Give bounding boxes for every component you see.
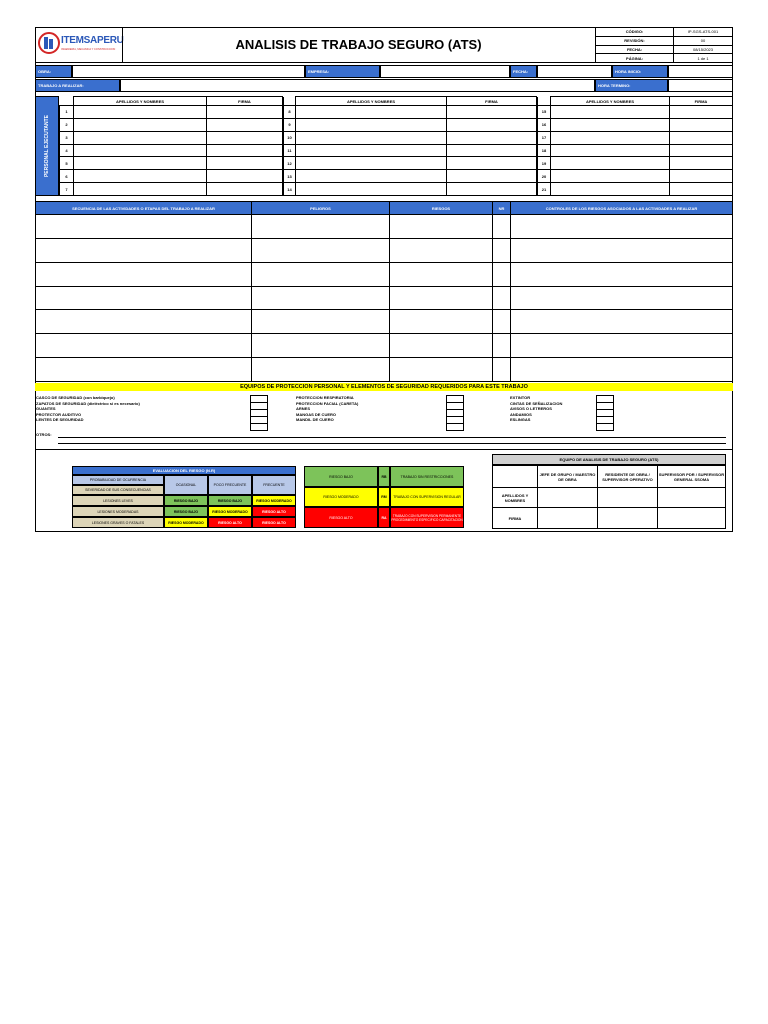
- risk-cell[interactable]: [390, 334, 493, 358]
- personnel-name-cell[interactable]: [551, 106, 670, 119]
- epp-checkbox[interactable]: [250, 410, 268, 417]
- header-bottom-line: [35, 62, 733, 63]
- personnel-name-cell[interactable]: [74, 118, 207, 131]
- personnel-number: 10: [284, 131, 296, 144]
- activity-cell[interactable]: [36, 358, 252, 382]
- personnel-number: 15: [538, 106, 551, 119]
- team-sign-label: FIRMA: [493, 508, 538, 529]
- prob-col-occasional: OCASIONAL: [164, 475, 208, 495]
- document-info-table: [595, 27, 733, 63]
- personnel-sign-cell[interactable]: [447, 106, 537, 119]
- personnel-number: 8: [284, 106, 296, 119]
- epp-checkbox[interactable]: [596, 417, 614, 424]
- hora-inicio-label: HORA INICIO:: [612, 65, 668, 78]
- personnel-side-label: PERSONAL EJECUTANTE: [35, 96, 59, 196]
- hazard-cell[interactable]: [252, 334, 390, 358]
- risk-cell-moderate: RIESGO MODERADO: [164, 517, 208, 528]
- epp-checkboxes-1: [250, 395, 268, 431]
- epp-item: ANDAMIOS: [510, 411, 532, 417]
- personnel-sign-cell[interactable]: [447, 131, 537, 144]
- personnel-number: 11: [284, 144, 296, 157]
- personnel-names-header: APELLIDOS Y NOMBRES: [296, 97, 447, 106]
- page-title: ANALISIS DE TRABAJO SEGURO (ATS): [235, 37, 482, 52]
- logo-emblem-icon: [38, 32, 60, 54]
- hora-inicio-input[interactable]: [668, 65, 733, 78]
- doc-code-value: IP-SGS-ATS-001: [674, 28, 733, 37]
- personnel-sign-cell[interactable]: [670, 118, 733, 131]
- nr-cell[interactable]: [493, 262, 511, 286]
- risk-cell[interactable]: [390, 358, 493, 382]
- epp-checkbox[interactable]: [596, 424, 614, 431]
- nr-cell[interactable]: [493, 238, 511, 262]
- personnel-name-cell[interactable]: [551, 144, 670, 157]
- nr-cell[interactable]: [493, 286, 511, 310]
- hazard-cell[interactable]: [252, 238, 390, 262]
- risk-cell[interactable]: [390, 286, 493, 310]
- risk-cell[interactable]: [390, 238, 493, 262]
- hazard-cell[interactable]: [252, 358, 390, 382]
- legend-moderate-name: RIESGO MODERADO: [304, 487, 378, 507]
- personnel-sign-cell[interactable]: [447, 144, 537, 157]
- team-name-cell[interactable]: [538, 488, 598, 508]
- personnel-name-cell[interactable]: [74, 170, 207, 183]
- epp-checkbox[interactable]: [446, 403, 464, 410]
- epp-item: AVISOS O LETREROS: [510, 406, 552, 411]
- team-name-cell[interactable]: [658, 488, 726, 508]
- personnel-name-cell[interactable]: [74, 157, 207, 170]
- doc-revision-label: REVISIÓN:: [596, 36, 674, 45]
- team-name-cell[interactable]: [598, 488, 658, 508]
- personnel-sign-cell[interactable]: [447, 170, 537, 183]
- activity-cell[interactable]: [36, 238, 252, 262]
- activity-cell[interactable]: [36, 310, 252, 334]
- team-role-resident: RESIDENTE DE OBRA / SUPERVISOR OPERATIVO: [598, 466, 658, 488]
- personnel-name-cell[interactable]: [551, 118, 670, 131]
- risk-cell-moderate: RIESGO MODERADO: [208, 506, 252, 517]
- doc-code-label: CÓDIGO:: [596, 28, 674, 37]
- personnel-number: 16: [538, 118, 551, 131]
- personnel-sign-cell[interactable]: [447, 157, 537, 170]
- hora-termino-input[interactable]: [668, 79, 733, 92]
- personnel-sign-cell[interactable]: [207, 157, 283, 170]
- obra-input[interactable]: [72, 65, 305, 78]
- team-sign-cell[interactable]: [538, 508, 598, 529]
- personnel-name-cell[interactable]: [296, 183, 447, 196]
- risk-cell-high: RIESGO ALTO: [252, 506, 296, 517]
- epp-checkbox[interactable]: [446, 424, 464, 431]
- personnel-number: 12: [284, 157, 296, 170]
- section-divider: [35, 449, 733, 450]
- personnel-number: 19: [538, 157, 551, 170]
- personnel-sign-cell[interactable]: [447, 183, 537, 196]
- epp-item: PROTECCION RESPIRATORIA: [296, 395, 354, 400]
- epp-item: PROTECTOR AUDITIVO: [36, 411, 82, 417]
- personnel-number: 20: [538, 170, 551, 183]
- personnel-sign-cell[interactable]: [670, 170, 733, 183]
- personnel-sign-cell[interactable]: [207, 183, 283, 196]
- team-names-label: APELLIDOS Y NOMBRES: [493, 488, 538, 508]
- legend-high-name: RIESGO ALTO: [304, 507, 378, 528]
- epp-item: ESLINGAS: [510, 417, 531, 422]
- personnel-names-header: APELLIDOS Y NOMBRES: [74, 97, 207, 106]
- risk-cell-high: RIESGO ALTO: [208, 517, 252, 528]
- doc-page-label: PÁGINA:: [596, 54, 674, 63]
- fecha-input[interactable]: [537, 65, 612, 78]
- control-cell[interactable]: [511, 358, 733, 382]
- prob-col-rare: POCO FRECUENTE: [208, 475, 252, 495]
- activity-cell[interactable]: [36, 334, 252, 358]
- personnel-sign-cell[interactable]: [207, 170, 283, 183]
- logo-brand-text: ITEMSAPERU: [61, 35, 124, 46]
- personnel-names-header: APELLIDOS Y NOMBRES: [551, 97, 670, 106]
- epp-checkbox[interactable]: [250, 417, 268, 424]
- epp-list-1: [36, 395, 256, 423]
- severity-row-label: LESIONES GRAVES O FATALES: [72, 517, 164, 528]
- hazard-cell[interactable]: [252, 286, 390, 310]
- activity-cell[interactable]: [36, 286, 252, 310]
- personnel-number: 14: [284, 183, 296, 196]
- personnel-name-cell[interactable]: [551, 170, 670, 183]
- personnel-sign-cell[interactable]: [670, 157, 733, 170]
- epp-item: CINTAS DE SEÑALIZACION: [510, 400, 563, 406]
- personnel-sign-cell[interactable]: [670, 131, 733, 144]
- activities-sequence-header: SECUENCIA DE LAS ACTIVIDADES O ETAPAS DEL TRABAJO A REALIZAR: [36, 202, 252, 215]
- epp-checkbox[interactable]: [250, 403, 268, 410]
- personnel-sign-cell[interactable]: [207, 131, 283, 144]
- nr-cell[interactable]: [493, 310, 511, 334]
- personnel-sign-cell[interactable]: [447, 118, 537, 131]
- epp-checkboxes-3: [596, 395, 614, 431]
- personnel-name-cell[interactable]: [296, 157, 447, 170]
- epp-checkboxes-2: [446, 395, 464, 431]
- risk-cell[interactable]: [390, 215, 493, 239]
- personnel-sign-cell[interactable]: [670, 106, 733, 119]
- epp-checkbox[interactable]: [250, 395, 268, 403]
- control-cell[interactable]: [511, 310, 733, 334]
- personnel-name-cell[interactable]: [296, 131, 447, 144]
- trabajo-label: TRABAJO A REALIZAR:: [35, 79, 120, 92]
- personnel-number: 6: [60, 170, 74, 183]
- team-sign-cell[interactable]: [598, 508, 658, 529]
- personnel-sign-cell[interactable]: [207, 144, 283, 157]
- activities-controls-header: CONTROLES DE LOS RIESGOS ASOCIADOS A LAS ACTIVIDADES A REALIZAR: [511, 202, 733, 215]
- risk-cell-low: RIESGO BAJO: [208, 495, 252, 506]
- hazard-cell[interactable]: [252, 215, 390, 239]
- personnel-number: 17: [538, 131, 551, 144]
- control-cell[interactable]: [511, 262, 733, 286]
- personnel-name-cell[interactable]: [296, 106, 447, 119]
- team-title: EQUIPO DE ANALISIS DE TRABAJO SEGURO (ATS): [492, 454, 726, 465]
- epp-item: EXTINTOR: [510, 395, 531, 400]
- personnel-name-cell[interactable]: [74, 131, 207, 144]
- legend-low-name: RIESGO BAJO: [304, 466, 378, 487]
- personnel-number: 1: [60, 106, 74, 119]
- risk-cell[interactable]: [390, 310, 493, 334]
- activities-nr-header: NR: [493, 202, 511, 215]
- epp-checkbox[interactable]: [596, 410, 614, 417]
- epp-title-bar: EQUIPOS DE PROTECCION PERSONAL Y ELEMENTOS DE SEGURIDAD REQUERIDOS PARA ESTE TRABAJO: [35, 383, 733, 391]
- company-logo: [38, 31, 122, 57]
- nr-cell[interactable]: [493, 215, 511, 239]
- activities-risks-header: RIESGOS: [390, 202, 493, 215]
- prob-col-frequent: FRECUENTE: [252, 475, 296, 495]
- risk-matrix: [72, 466, 296, 528]
- personnel-sign-cell[interactable]: [670, 183, 733, 196]
- hazard-cell[interactable]: [252, 262, 390, 286]
- personnel-name-cell[interactable]: [296, 170, 447, 183]
- control-cell[interactable]: [511, 334, 733, 358]
- control-cell[interactable]: [511, 238, 733, 262]
- personnel-table-1: [59, 96, 283, 196]
- personnel-name-cell[interactable]: [74, 106, 207, 119]
- personnel-table-3: [537, 96, 733, 196]
- severity-row-label: LESIONES MODERADAS: [72, 506, 164, 517]
- legend-moderate-desc: TRABAJO CON SUPERVISION REGULAR: [390, 487, 464, 507]
- personnel-number: 18: [538, 144, 551, 157]
- team-table: [492, 465, 726, 529]
- legend-low-desc: TRABAJO SIN RESTRICCIONES: [390, 466, 464, 487]
- legend-high-desc: TRABAJO CON SUPERVISION PERMANENTE PROCEDIMIENTO ESPECIFICO CAPACITACION: [390, 507, 464, 528]
- doc-page-value: 1 de 1: [674, 54, 733, 63]
- epp-item: PROTECCION FACIAL (CARETA): [296, 400, 359, 406]
- epp-item: GUANTES: [36, 406, 56, 411]
- personnel-number: 4: [60, 144, 74, 157]
- epp-item: ARNES: [296, 406, 311, 411]
- team-role-foreman: JEFE DE GRUPO / MAESTRO DE OBRA: [538, 466, 598, 488]
- doc-date-value: 08/15/2023: [674, 45, 733, 54]
- epp-item: MANDIL DE CUERO: [296, 417, 334, 422]
- personnel-sign-cell[interactable]: [207, 106, 283, 119]
- risk-cell[interactable]: [390, 262, 493, 286]
- epp-checkbox[interactable]: [446, 417, 464, 424]
- risk-cell-moderate: RIESGO MODERADO: [252, 495, 296, 506]
- personnel-number: 5: [60, 157, 74, 170]
- personnel-table-2: [283, 96, 537, 196]
- epp-item: ZAPATOS DE SEGURIDAD (dieléctrico si es necesario): [36, 400, 140, 406]
- epp-checkbox[interactable]: [596, 403, 614, 410]
- team-sign-cell[interactable]: [658, 508, 726, 529]
- probability-label: PROBABILIDAD DE OCURRENCIA: [72, 475, 164, 485]
- personnel-sign-header: FIRMA: [447, 97, 537, 106]
- personnel-sign-cell[interactable]: [207, 118, 283, 131]
- legend-low-code: RB: [378, 466, 390, 487]
- personnel-number: 21: [538, 183, 551, 196]
- legend-moderate-code: RM: [378, 487, 390, 507]
- otros-line-1[interactable]: [58, 437, 726, 438]
- personnel-name-cell[interactable]: [296, 144, 447, 157]
- activities-hazards-header: PELIGROS: [252, 202, 390, 215]
- obra-label: OBRA:: [35, 65, 72, 78]
- hazard-cell[interactable]: [252, 310, 390, 334]
- personnel-name-cell[interactable]: [551, 157, 670, 170]
- legend-high-code: RA: [378, 507, 390, 528]
- risk-cell-low: RIESGO BAJO: [164, 506, 208, 517]
- epp-item: CASCO DE SEGURIDAD (con barbiquejo): [36, 395, 115, 400]
- control-cell[interactable]: [511, 215, 733, 239]
- otros-line-2[interactable]: [58, 443, 726, 444]
- severity-label: SEVERIDAD DE SUS CONSECUENCIAS: [72, 485, 164, 495]
- epp-list-2: [296, 395, 446, 423]
- personnel-sign-header: FIRMA: [670, 97, 733, 106]
- epp-item: MANGAS DE CUERO: [296, 411, 337, 417]
- risk-cell-low: RIESGO BAJO: [164, 495, 208, 506]
- personnel-name-cell[interactable]: [74, 183, 207, 196]
- personnel-number: 9: [284, 118, 296, 131]
- empresa-input[interactable]: [380, 65, 510, 78]
- doc-revision-value: 00: [674, 36, 733, 45]
- personnel-number: 2: [60, 118, 74, 131]
- team-role-supervisor: SUPERVISOR PDR / SUPERVISOR GENERAL SSOMA: [658, 466, 726, 488]
- control-cell[interactable]: [511, 286, 733, 310]
- fecha-label: FECHA:: [510, 65, 537, 78]
- epp-checkbox[interactable]: [446, 410, 464, 417]
- personnel-sign-header: FIRMA: [207, 97, 283, 106]
- doc-date-label: FECHA:: [596, 45, 674, 54]
- activities-table: [35, 201, 733, 382]
- epp-item: LENTES DE SEGURIDAD: [36, 417, 84, 422]
- personnel-sign-cell[interactable]: [670, 144, 733, 157]
- epp-checkbox[interactable]: [596, 395, 614, 403]
- personnel-number: 7: [60, 183, 74, 196]
- severity-row-label: LESIONES LEVES: [72, 495, 164, 506]
- personnel-name-cell[interactable]: [296, 118, 447, 131]
- epp-list-3: [510, 395, 595, 423]
- personnel-number: 3: [60, 131, 74, 144]
- personnel-name-cell[interactable]: [74, 144, 207, 157]
- logo-tagline: INGENIERIA, MECANICA Y CONSTRUCCION: [61, 48, 116, 51]
- epp-checkbox[interactable]: [446, 395, 464, 403]
- activity-cell[interactable]: [36, 262, 252, 286]
- otros-label: OTROS:: [36, 432, 52, 437]
- hora-termino-label: HORA TERMINO:: [595, 79, 668, 92]
- risk-legend: [304, 466, 464, 528]
- personnel-name-cell[interactable]: [551, 183, 670, 196]
- empresa-label: EMPRESA:: [305, 65, 380, 78]
- risk-cell-high: RIESGO ALTO: [252, 517, 296, 528]
- personnel-number: 13: [284, 170, 296, 183]
- epp-checkbox[interactable]: [250, 424, 268, 431]
- risk-matrix-title: EVALUACION DEL RIESGO (N.R): [72, 466, 296, 475]
- personnel-name-cell[interactable]: [551, 131, 670, 144]
- activity-cell[interactable]: [36, 215, 252, 239]
- nr-cell[interactable]: [493, 358, 511, 382]
- trabajo-input[interactable]: [120, 79, 595, 92]
- nr-cell[interactable]: [493, 334, 511, 358]
